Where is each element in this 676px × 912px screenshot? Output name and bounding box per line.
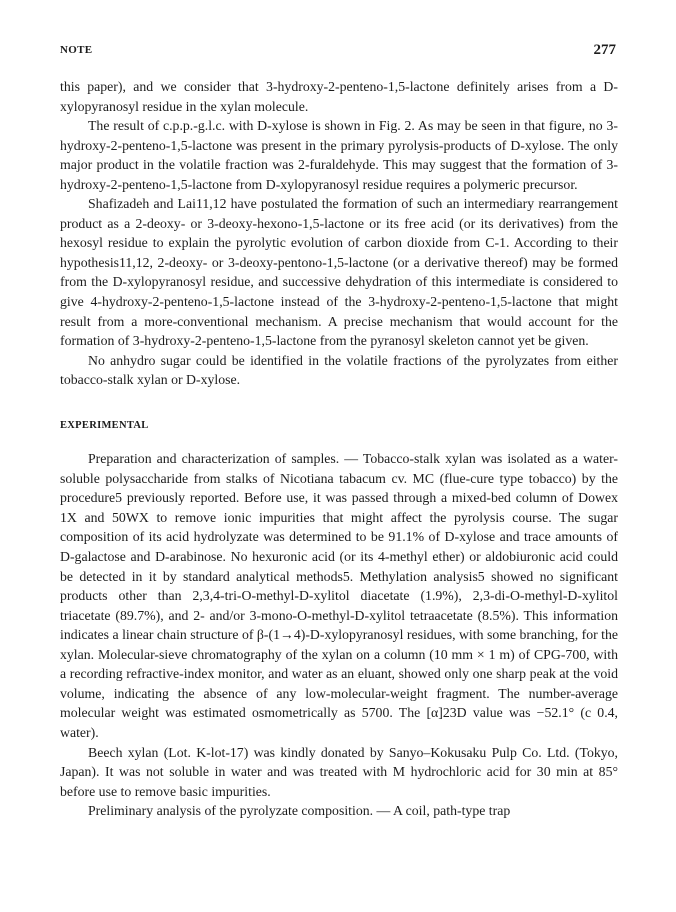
paragraph-2-text: The result of c.p.p.-g.l.c. with D-xylose is shown in Fig. 2. As may be seen in that figure, no 3-hydroxy-2-penteno-1,5-lactone was present in the primary pyrolysis-products of D-xylose. The only major product in the volatile fraction was 2-furaldehyde. This may suggest that the formation of 3-hydroxy-2-penteno-1,5-lactone from D-xylopyranosyl residue requires a polymeric precursor. bbox=[60, 118, 618, 192]
paragraph-6-text: Beech xylan (Lot. K-lot-17) was kindly donated by Sanyo–Kokusaku Pulp Co. Ltd. (Tokyo, Japan). It was not soluble in water and was treated with M hydrochloric acid for 30 min at 85° before use to remove basic impurities. bbox=[60, 744, 618, 799]
paragraph-1-text: this paper), and we consider that 3-hydroxy-2-penteno-1,5-lactone definitely arises from a D-xylopyranosyl residue in the xylan molecule. bbox=[60, 79, 618, 114]
paragraph-4 bbox=[60, 351, 618, 390]
paragraph-6 bbox=[60, 743, 618, 802]
paragraph-5 bbox=[60, 449, 618, 742]
paragraph-7 bbox=[60, 801, 618, 821]
running-head bbox=[60, 44, 616, 64]
experimental-heading: EXPERIMENTAL bbox=[60, 419, 149, 431]
paragraph-1 bbox=[60, 77, 618, 116]
paragraph-7-text: Preliminary analysis of the pyrolyzate composition. — A coil, path-type trap bbox=[88, 803, 511, 819]
paragraph-5-text: Preparation and characterization of samples. — Tobacco-stalk xylan was isolated as a water-soluble polysaccharide from stalks of Nicotiana tabacum cv. MC (flue-cure type tobacco) by the procedure5 previously reported. Before use, it was passed through a mixed-bed column of Dowex 1X and 50WX to remove ionic impurities that might affect the pyrolysis course. The sugar composition of its acid hydrolyzate was determined to be 91.1% of D-xylose and trace amounts of D-galactose and D-arabinose. No hexuronic acid (or its 4-methyl ether) or aldobiuronic acid could be detected in it by standard analytical methods5. Methylation analysis5 showed no significant products other than 2,3,4-tri-O-methyl-D-xylitol diacetate (1.9%), 2,3-di-O-methyl-D-xylitol triacetate (89.7%), and 2- and/or 3-mono-O-methyl-D-xylitol tetraacetate (8.5%). This information indicates a linear chain structure of β-(1→4)-D-xylopyranosyl residues, with some branching, for the xylan. Molecular-sieve chromatography of the xylan on a column (10 mm × 1 m) of CPG-700, with a recording refractive-index monitor, and water as an eluant, showed only one sharp peak at the void volume, indicating the absence of any low-molecular-weight fragment. The number-average molecular weight was estimated osmometrically as 5700. The [α]23D value was −52.1° (c 0.4, water). bbox=[60, 451, 618, 740]
section-label: NOTE bbox=[60, 44, 93, 56]
paragraph-2 bbox=[60, 116, 618, 194]
paragraph-4-text: No anhydro sugar could be identified in the volatile fractions of the pyrolyzates from either tobacco-stalk xylan or D-xylose. bbox=[60, 352, 618, 388]
page-number: 277 bbox=[593, 42, 616, 58]
paragraph-3 bbox=[60, 194, 618, 350]
paragraph-3-text: Shafizadeh and Lai11,12 have postulated the formation of such an intermediary rearrangement product as a 2-deoxy- or 3-deoxy-hexono-1,5-lactone or its free acid (or its derivatives) from the hexosyl residue to explain the pyrolytic evolution of carbon dioxide from C-1. According to their hypothesis11,12, 2-deoxy- or 3-deoxy-pentono-1,5-lactone (or a derivative thereof) may be formed from the D-xylopyranosyl residue, and successive dehydration of this intermediate is considered to give 4-hydroxy-2-penteno-1,5-lactone instead of the 3-hydroxy-2-penteno-1,5-lactone that might result from a more-conventional mechanism. A precise mechanism that would account for the formation of 3-hydroxy-2-penteno-1,5-lactone from the pyranosyl skeleton cannot yet be given. bbox=[60, 196, 618, 349]
article-body bbox=[60, 77, 618, 821]
